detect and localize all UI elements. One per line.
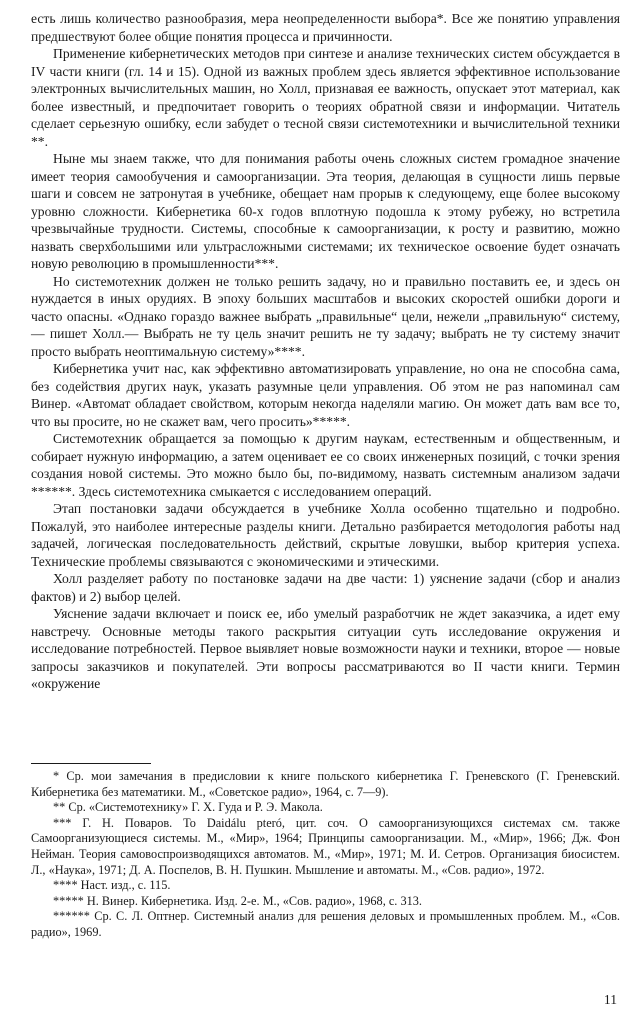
main-text	[31, 10, 620, 693]
paragraph-6: Системотехник обращается за помощью к другим наукам, естественным и общественным, и собирает нужную информацию, а затем оценивает ее со своих инженерных позиций, с точки зрения создания новой системы. Это можно было бы, по-видимому, назвать системным анализом задачи ******. Здесь системотехника смыкается с исследованием операций.	[31, 431, 620, 499]
paragraph-2: Применение кибернетических методов при синтезе и анализе технических систем обсуждается в IV части книги (гл. 14 и 15). Одной из важных проблем здесь является эффективное использование электронных вычислительных машин, но Холл, признавая ее важность, опускает этот материал, как более известный, и предпочитает говорить о теориях обратной связи и информации. Читатель сделает серьезную ошибку, если забудет о тесной связи системотехники и вычислительной техники **.	[31, 46, 620, 149]
footnote-2: ** Ср. «Системотехнику» Г. Х. Гуда и Р. Э. Макола.	[53, 800, 323, 815]
paragraph-5: Кибернетика учит нас, как эффективно автоматизировать управление, но она не способна сама, без содействия других наук, указать разумные цели управления. Об этом не раз напоминал сам Винер. «Автомат обладает свойством, которым некогда наделяли магию. Он может дать вам все то, что вы просите, но не скажет вам, чего просить»*****.	[31, 361, 620, 429]
footnote-divider	[31, 763, 151, 764]
paragraph-9: Уяснение задачи включает и поиск ее, ибо умелый разработчик не ждет заказчика, а идет ему навстречу. Основные методы такого раскрытия ситуации суть исследование окружения и исследование потребностей. Первое выявляет новые возможности науки и техники, второе — новые запросы заказчиков и покупателей. Эти вопросы рассматриваются во II части книги. Термин «окружение	[31, 606, 620, 691]
footnotes	[31, 769, 620, 941]
footnote-5: ***** Н. Винер. Кибернетика. Изд. 2-е. М., «Сов. радио», 1968, с. 313.	[53, 893, 422, 908]
paragraph-3: Ныне мы знаем также, что для понимания работы очень сложных систем громадное значение имеет теория самообучения и самоорганизации. Эта теория, делающая в сущности лишь первые шаги и совсем не затронутая в учебнике, обещает нам прорыв к следующему, еще более высокому уровню сложности. Кибернетика 60-х годов вплотную подошла к этому рубежу, но встретила чрезвычайные трудности. Системы, способные к самоорганизации, к росту и развитию, можно назвать сверхбольшими или ультрасложными системами; их техническое освоение будет означать новую революцию в промышленности***.	[31, 151, 620, 271]
paragraph-7: Этап постановки задачи обсуждается в учебнике Холла особенно тщательно и подробно. Пожалуй, это наиболее интересные разделы книги. Детально разбирается методология работы над задачей, логическая последовательность действий, скрытые ловушки, выбор критерия успеха. Технические проблемы связываются с экономическими и этическими.	[31, 501, 620, 569]
footnote-6: ****** Ср. С. Л. Оптнер. Системный анализ для решения деловых и промышленных проблем. М., «Сов. радио», 1969.	[31, 909, 620, 939]
paragraph-4: Но системотехник должен не только решить задачу, но и правильно поставить ее, и здесь он нуждается в иных орудиях. В эпоху больших масштабов и высоких скоростей ошибки дороги и часто опасны. «Однако гораздо важнее выбрать „правильные“ цели, нежели „правильную“ систему,— пишет Холл.— Выбрать не ту цель значит решить не ту задачу; выбрать не ту систему значит просто выбрать неоптимальную систему»****.	[31, 273, 620, 359]
footnote-1: * Ср. мои замечания в предисловии к книге польского кибернетика Г. Греневского (Г. Греневский. Кибернетика без математики. М., «Советское радио», 1964, с. 7—9).	[31, 769, 620, 799]
footnote-3: *** Г. Н. Поваров. To Daidálu pteró, цит. соч. О самоорганизующихся системах см. также Самоорганизующиеся системы. М., «Мир», 1964; Принципы самоорганизации. М., «Мир», 1966; Дж. Фон Нейман. Теория самовоспроизводящихся автоматов. М., «Мир», 1971; М. И. Сетров. Организация биосистем. Л., «Наука», 1971; Д. А. Поспелов, В. Н. Пушкин. Мышление и автоматы. М., «Сов. радио», 1972.	[31, 815, 620, 877]
page-number: 11	[603, 992, 617, 1007]
footnote-4: **** Наст. изд., с. 115.	[53, 878, 171, 893]
paragraph-8: Холл разделяет работу по постановке задачи на две части: 1) уяснение задачи (сбор и анализ фактов) и 2) выбор целей.	[31, 571, 620, 604]
paragraph-1: есть лишь количество разнообразия, мера неопределенности выбора*. Все же понятию управления предшествуют более общие понятия процесса и причинности.	[31, 11, 620, 44]
